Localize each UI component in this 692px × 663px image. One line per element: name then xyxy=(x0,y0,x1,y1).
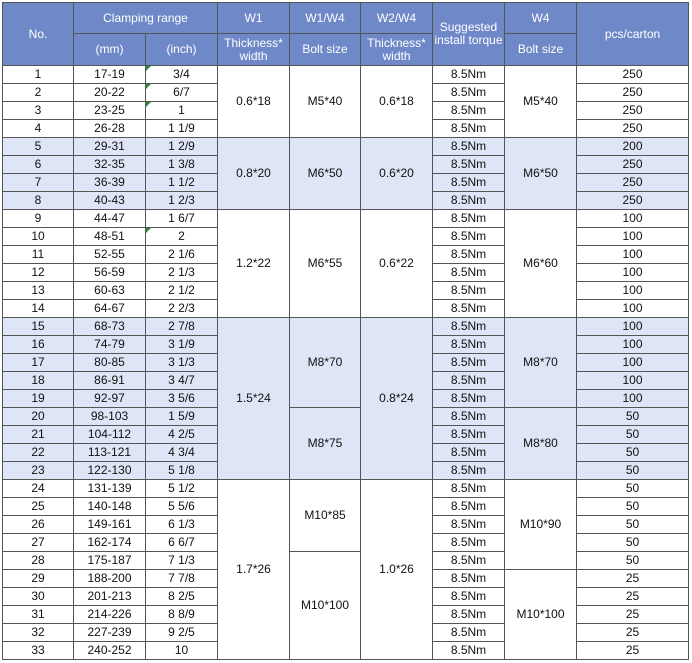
clamping-inch-cell: 1 1/9 xyxy=(146,120,218,138)
pcs-per-carton-cell: 50 xyxy=(577,462,689,480)
install-torque-cell: 8.5Nm xyxy=(433,138,505,156)
header-mm: (mm) xyxy=(74,34,146,66)
pcs-per-carton-cell: 50 xyxy=(577,498,689,516)
clamping-mm-cell: 74-79 xyxy=(74,336,146,354)
w1w4-bolt-size-cell: M8*75 xyxy=(290,408,361,480)
clamping-inch-cell: 1 6/7 xyxy=(146,210,218,228)
pcs-per-carton-cell: 50 xyxy=(577,480,689,498)
pcs-per-carton-cell: 100 xyxy=(577,318,689,336)
row-number-cell: 12 xyxy=(3,264,74,282)
row-number-cell: 4 xyxy=(3,120,74,138)
clamping-inch-cell: 3 1/3 xyxy=(146,354,218,372)
header-w4: W4 xyxy=(505,3,577,34)
clamping-mm-cell: 36-39 xyxy=(74,174,146,192)
pcs-per-carton-cell: 250 xyxy=(577,66,689,84)
install-torque-cell: 8.5Nm xyxy=(433,84,505,102)
w1w4-bolt-size-cell: M10*85 xyxy=(290,480,361,552)
header-w1w4: W1/W4 xyxy=(290,3,361,34)
pcs-per-carton-cell: 100 xyxy=(577,390,689,408)
header-w4-bolt-size: Bolt size xyxy=(505,34,577,66)
clamping-mm-cell: 48-51 xyxy=(74,228,146,246)
clamping-mm-cell: 201-213 xyxy=(74,588,146,606)
w4-bolt-size-cell: M8*70 xyxy=(505,318,577,408)
install-torque-cell: 8.5Nm xyxy=(433,282,505,300)
row-number-cell: 21 xyxy=(3,426,74,444)
pcs-per-carton-cell: 25 xyxy=(577,570,689,588)
table-row xyxy=(3,210,689,228)
header-w1-thickness-width: Thickness* width xyxy=(218,34,290,66)
w4-bolt-size-cell: M6*50 xyxy=(505,138,577,210)
install-torque-cell: 8.5Nm xyxy=(433,408,505,426)
row-number-cell: 5 xyxy=(3,138,74,156)
pcs-per-carton-cell: 100 xyxy=(577,300,689,318)
pcs-per-carton-cell: 50 xyxy=(577,516,689,534)
pcs-per-carton-cell: 50 xyxy=(577,552,689,570)
w1-thickness-width-cell: 1.5*24 xyxy=(218,318,290,480)
clamping-inch-cell: 6 6/7 xyxy=(146,534,218,552)
pcs-per-carton-cell: 50 xyxy=(577,426,689,444)
row-number-cell: 30 xyxy=(3,588,74,606)
pcs-per-carton-cell: 100 xyxy=(577,264,689,282)
pcs-per-carton-cell: 25 xyxy=(577,624,689,642)
install-torque-cell: 8.5Nm xyxy=(433,336,505,354)
clamping-inch-cell: 2 1/6 xyxy=(146,246,218,264)
clamping-inch-cell: 1 2/3 xyxy=(146,192,218,210)
clamping-mm-cell: 40-43 xyxy=(74,192,146,210)
install-torque-cell: 8.5Nm xyxy=(433,390,505,408)
table-row xyxy=(3,138,689,156)
row-number-cell: 9 xyxy=(3,210,74,228)
row-number-cell: 32 xyxy=(3,624,74,642)
w1-thickness-width-cell: 0.8*20 xyxy=(218,138,290,210)
clamping-inch-cell: 2 2/3 xyxy=(146,300,218,318)
install-torque-cell: 8.5Nm xyxy=(433,120,505,138)
install-torque-cell: 8.5Nm xyxy=(433,66,505,84)
clamping-mm-cell: 32-35 xyxy=(74,156,146,174)
install-torque-cell: 8.5Nm xyxy=(433,264,505,282)
clamping-inch-cell: 2 7/8 xyxy=(146,318,218,336)
clamping-mm-cell: 64-67 xyxy=(74,300,146,318)
clamping-mm-cell: 98-103 xyxy=(74,408,146,426)
w1w4-bolt-size-cell: M8*70 xyxy=(290,318,361,408)
install-torque-cell: 8.5Nm xyxy=(433,372,505,390)
clamping-inch-cell: 1 xyxy=(146,102,218,120)
pcs-per-carton-cell: 25 xyxy=(577,588,689,606)
install-torque-cell: 8.5Nm xyxy=(433,462,505,480)
clamping-inch-cell: 10 xyxy=(146,642,218,660)
header-clamping-range: Clamping range xyxy=(74,3,218,34)
row-number-cell: 8 xyxy=(3,192,74,210)
pcs-per-carton-cell: 200 xyxy=(577,138,689,156)
clamping-inch-cell: 3 4/7 xyxy=(146,372,218,390)
clamping-mm-cell: 104-112 xyxy=(74,426,146,444)
pcs-per-carton-cell: 100 xyxy=(577,372,689,390)
clamping-inch-cell: 5 5/6 xyxy=(146,498,218,516)
install-torque-cell: 8.5Nm xyxy=(433,534,505,552)
clamping-inch-cell: 3 1/9 xyxy=(146,336,218,354)
w4-bolt-size-cell: M8*80 xyxy=(505,408,577,480)
table-row xyxy=(3,408,689,426)
pcs-per-carton-cell: 50 xyxy=(577,444,689,462)
clamping-mm-cell: 131-139 xyxy=(74,480,146,498)
clamping-mm-cell: 214-226 xyxy=(74,606,146,624)
w1-thickness-width-cell: 1.7*26 xyxy=(218,480,290,660)
clamping-mm-cell: 140-148 xyxy=(74,498,146,516)
clamping-inch-cell: 6/7 xyxy=(146,84,218,102)
clamping-inch-cell: 1 5/9 xyxy=(146,408,218,426)
install-torque-cell: 8.5Nm xyxy=(433,318,505,336)
pcs-per-carton-cell: 250 xyxy=(577,84,689,102)
clamping-mm-cell: 113-121 xyxy=(74,444,146,462)
install-torque-cell: 8.5Nm xyxy=(433,498,505,516)
pcs-per-carton-cell: 100 xyxy=(577,228,689,246)
clamping-mm-cell: 175-187 xyxy=(74,552,146,570)
row-number-cell: 20 xyxy=(3,408,74,426)
clamping-inch-cell: 7 7/8 xyxy=(146,570,218,588)
install-torque-cell: 8.5Nm xyxy=(433,444,505,462)
w1w4-bolt-size-cell: M10*100 xyxy=(290,552,361,660)
clamping-inch-cell: 6 1/3 xyxy=(146,516,218,534)
w1w4-bolt-size-cell: M6*55 xyxy=(290,210,361,318)
clamping-inch-cell: 2 xyxy=(146,228,218,246)
w2w4-thickness-width-cell: 0.6*18 xyxy=(361,66,433,138)
row-number-cell: 28 xyxy=(3,552,74,570)
install-torque-cell: 8.5Nm xyxy=(433,480,505,498)
install-torque-cell: 8.5Nm xyxy=(433,624,505,642)
row-number-cell: 33 xyxy=(3,642,74,660)
w1-thickness-width-cell: 1.2*22 xyxy=(218,210,290,318)
clamping-inch-cell: 1 3/8 xyxy=(146,156,218,174)
clamping-mm-cell: 92-97 xyxy=(74,390,146,408)
clamping-inch-cell: 8 2/5 xyxy=(146,588,218,606)
row-number-cell: 15 xyxy=(3,318,74,336)
install-torque-cell: 8.5Nm xyxy=(433,156,505,174)
install-torque-cell: 8.5Nm xyxy=(433,210,505,228)
header-no: No. xyxy=(3,3,74,66)
row-number-cell: 13 xyxy=(3,282,74,300)
header-suggested-torque: Suggested install torque xyxy=(433,3,505,66)
row-number-cell: 26 xyxy=(3,516,74,534)
clamping-inch-cell: 9 2/5 xyxy=(146,624,218,642)
row-number-cell: 18 xyxy=(3,372,74,390)
clamping-inch-cell: 5 1/2 xyxy=(146,480,218,498)
install-torque-cell: 8.5Nm xyxy=(433,300,505,318)
pcs-per-carton-cell: 250 xyxy=(577,156,689,174)
clamping-inch-cell: 8 8/9 xyxy=(146,606,218,624)
row-number-cell: 17 xyxy=(3,354,74,372)
install-torque-cell: 8.5Nm xyxy=(433,174,505,192)
pcs-per-carton-cell: 250 xyxy=(577,120,689,138)
row-number-cell: 23 xyxy=(3,462,74,480)
install-torque-cell: 8.5Nm xyxy=(433,228,505,246)
pcs-per-carton-cell: 250 xyxy=(577,102,689,120)
clamping-mm-cell: 227-239 xyxy=(74,624,146,642)
install-torque-cell: 8.5Nm xyxy=(433,426,505,444)
row-number-cell: 10 xyxy=(3,228,74,246)
clamping-inch-cell: 4 3/4 xyxy=(146,444,218,462)
clamping-mm-cell: 80-85 xyxy=(74,354,146,372)
row-number-cell: 31 xyxy=(3,606,74,624)
row-number-cell: 11 xyxy=(3,246,74,264)
clamping-mm-cell: 60-63 xyxy=(74,282,146,300)
install-torque-cell: 8.5Nm xyxy=(433,588,505,606)
install-torque-cell: 8.5Nm xyxy=(433,246,505,264)
clamping-inch-cell: 7 1/3 xyxy=(146,552,218,570)
pcs-per-carton-cell: 25 xyxy=(577,642,689,660)
install-torque-cell: 8.5Nm xyxy=(433,606,505,624)
clamping-mm-cell: 17-19 xyxy=(74,66,146,84)
install-torque-cell: 8.5Nm xyxy=(433,354,505,372)
clamping-mm-cell: 240-252 xyxy=(74,642,146,660)
w4-bolt-size-cell: M6*60 xyxy=(505,210,577,318)
header-w2w4-thickness-width: Thickness* width xyxy=(361,34,433,66)
pcs-per-carton-cell: 250 xyxy=(577,174,689,192)
row-number-cell: 3 xyxy=(3,102,74,120)
pcs-per-carton-cell: 100 xyxy=(577,282,689,300)
clamping-inch-cell: 2 1/2 xyxy=(146,282,218,300)
row-number-cell: 1 xyxy=(3,66,74,84)
product-spec-table xyxy=(2,2,689,660)
clamping-mm-cell: 29-31 xyxy=(74,138,146,156)
pcs-per-carton-cell: 250 xyxy=(577,192,689,210)
row-number-cell: 6 xyxy=(3,156,74,174)
header-inch: (inch) xyxy=(146,34,218,66)
install-torque-cell: 8.5Nm xyxy=(433,192,505,210)
clamping-mm-cell: 56-59 xyxy=(74,264,146,282)
clamping-mm-cell: 20-22 xyxy=(74,84,146,102)
row-number-cell: 29 xyxy=(3,570,74,588)
clamping-inch-cell: 3 5/6 xyxy=(146,390,218,408)
clamping-mm-cell: 52-55 xyxy=(74,246,146,264)
w4-bolt-size-cell: M10*100 xyxy=(505,570,577,660)
install-torque-cell: 8.5Nm xyxy=(433,570,505,588)
clamping-inch-cell: 5 1/8 xyxy=(146,462,218,480)
pcs-per-carton-cell: 50 xyxy=(577,534,689,552)
clamping-mm-cell: 44-47 xyxy=(74,210,146,228)
w2w4-thickness-width-cell: 0.8*24 xyxy=(361,318,433,480)
w1w4-bolt-size-cell: M6*50 xyxy=(290,138,361,210)
clamping-mm-cell: 26-28 xyxy=(74,120,146,138)
row-number-cell: 2 xyxy=(3,84,74,102)
w2w4-thickness-width-cell: 1.0*26 xyxy=(361,480,433,660)
table-row xyxy=(3,318,689,336)
pcs-per-carton-cell: 100 xyxy=(577,354,689,372)
pcs-per-carton-cell: 50 xyxy=(577,408,689,426)
pcs-per-carton-cell: 100 xyxy=(577,336,689,354)
clamping-inch-cell: 1 2/9 xyxy=(146,138,218,156)
spec-table-body xyxy=(3,66,689,660)
clamping-inch-cell: 4 2/5 xyxy=(146,426,218,444)
row-number-cell: 25 xyxy=(3,498,74,516)
table-row xyxy=(3,480,689,498)
row-number-cell: 14 xyxy=(3,300,74,318)
clamping-inch-cell: 2 1/3 xyxy=(146,264,218,282)
clamping-mm-cell: 86-91 xyxy=(74,372,146,390)
clamping-inch-cell: 1 1/2 xyxy=(146,174,218,192)
row-number-cell: 27 xyxy=(3,534,74,552)
clamping-mm-cell: 188-200 xyxy=(74,570,146,588)
clamping-mm-cell: 23-25 xyxy=(74,102,146,120)
w4-bolt-size-cell: M10*90 xyxy=(505,480,577,570)
header-pcs-carton: pcs/carton xyxy=(577,3,689,66)
clamping-inch-cell: 3/4 xyxy=(146,66,218,84)
w2w4-thickness-width-cell: 0.6*20 xyxy=(361,138,433,210)
header-w1w4-bolt-size: Bolt size xyxy=(290,34,361,66)
row-number-cell: 24 xyxy=(3,480,74,498)
row-number-cell: 22 xyxy=(3,444,74,462)
header-w1: W1 xyxy=(218,3,290,34)
row-number-cell: 19 xyxy=(3,390,74,408)
install-torque-cell: 8.5Nm xyxy=(433,552,505,570)
install-torque-cell: 8.5Nm xyxy=(433,102,505,120)
w4-bolt-size-cell: M5*40 xyxy=(505,66,577,138)
clamping-mm-cell: 122-130 xyxy=(74,462,146,480)
clamping-mm-cell: 68-73 xyxy=(74,318,146,336)
clamping-mm-cell: 149-161 xyxy=(74,516,146,534)
install-torque-cell: 8.5Nm xyxy=(433,516,505,534)
table-row xyxy=(3,66,689,84)
clamping-mm-cell: 162-174 xyxy=(74,534,146,552)
pcs-per-carton-cell: 100 xyxy=(577,210,689,228)
w2w4-thickness-width-cell: 0.6*22 xyxy=(361,210,433,318)
w1-thickness-width-cell: 0.6*18 xyxy=(218,66,290,138)
row-number-cell: 7 xyxy=(3,174,74,192)
install-torque-cell: 8.5Nm xyxy=(433,642,505,660)
pcs-per-carton-cell: 100 xyxy=(577,246,689,264)
w1w4-bolt-size-cell: M5*40 xyxy=(290,66,361,138)
header-w2w4: W2/W4 xyxy=(361,3,433,34)
table-row xyxy=(3,552,689,570)
row-number-cell: 16 xyxy=(3,336,74,354)
pcs-per-carton-cell: 25 xyxy=(577,606,689,624)
